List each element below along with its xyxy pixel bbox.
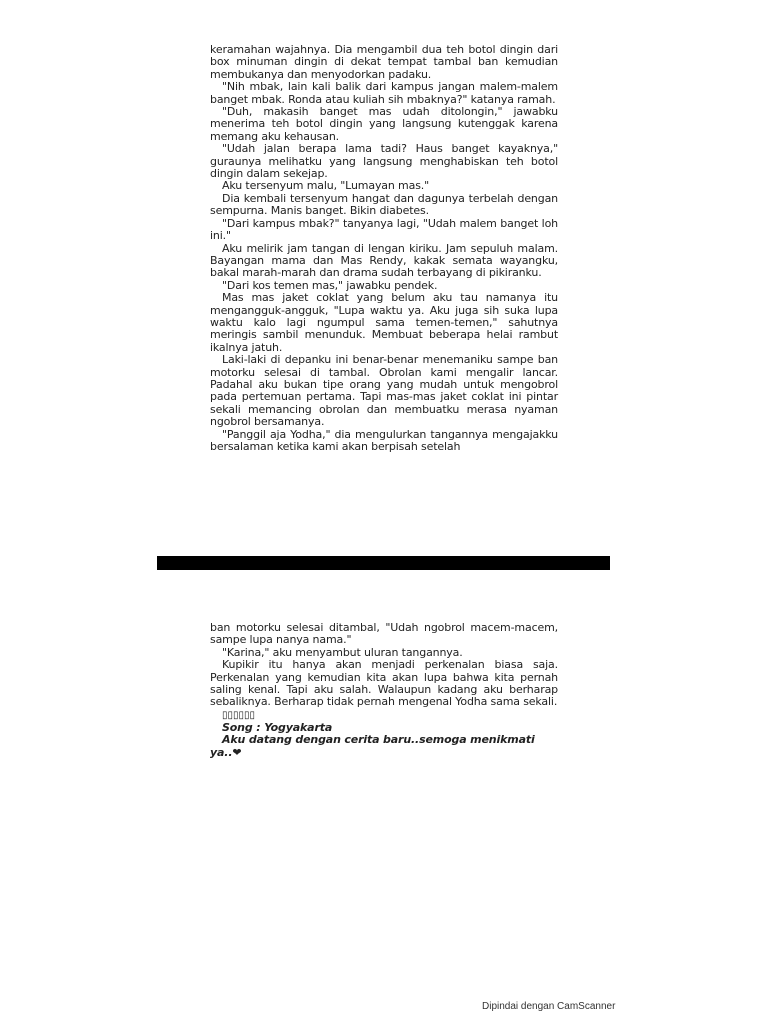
paragraph: Kupikir itu hanya akan menjadi perkenalan biasa saja. Perkenalan yang kemudian kita akan lupa bahwa kita pernah saling kenal. Tapi aku salah. Walaupun kadang aku berharap sebaliknya. Berharap tidak pernah mengenal Yodha sama sekali. xyxy=(210,658,558,709)
paragraph: "Dari kos temen mas," jawabku pendek. xyxy=(222,278,438,292)
top-text-block xyxy=(210,44,558,453)
paragraph: "Nih mbak, lain kali balik dari kampus jangan malem-malem banget mbak. Ronda atau kuliah sih mbaknya?" katanya ramah. xyxy=(210,80,558,106)
closing-line: Aku datang dengan cerita baru..semoga menikmati ya..❤ xyxy=(210,733,535,759)
paragraph: "Udah jalan berapa lama tadi? Haus banget kayaknya," guraunya melihatku yang langsung menghabiskan teh botol dingin dalam sekejap. xyxy=(210,142,558,181)
paragraph: ban motorku selesai ditambal, "Udah ngobrol macem-macem, sampe lupa nanya nama." xyxy=(210,621,558,647)
paragraph: "Duh, makasih banget mas udah ditolongin," jawabku menerima teh botol dingin yang langsung kutenggak karena memang aku kehausan. xyxy=(210,105,558,143)
paragraph: keramahan wajahnya. Dia mengambil dua teh botol dingin dari box minuman dingin di dekat tempat tambal ban kemudian membukanya dan menyodorkan padaku. xyxy=(210,43,558,81)
paragraph: "Panggil aja Yodha," dia mengulurkan tangannya mengajakku bersalaman ketika kami akan berpisah setelah xyxy=(210,427,558,453)
paragraph: Laki-laki di depanku ini benar-benar menemaniku sampe ban motorku selesai di tambal. Obrolan kami mengalir lancar. Padahal aku bukan tipe orang yang mudah untuk mengobrol pada pertemuan pertama. Tapi mas-mas jaket coklat ini pintar sekali memancing obrolan dan membuatku merasa nyaman ngobrol bersamanya. xyxy=(210,353,558,429)
page-divider-bar xyxy=(157,556,610,570)
bottom-text-block xyxy=(210,622,558,759)
paragraph: Aku melirik jam tangan di lengan kiriku. Jam sepuluh malam. Bayangan mama dan Mas Rendy, kakak semata wayangku, bakal marah-marah dan drama sudah terbayang di pikiranku. xyxy=(210,241,558,280)
paragraph: Dia kembali tersenyum hangat dan dagunya terbelah dengan sempurna. Manis banget. Bikin diabetes. xyxy=(210,191,558,218)
paragraph: "Karina," aku menyambut uluran tangannya. xyxy=(222,645,463,659)
camscanner-watermark: Dipindai dengan CamScanner xyxy=(482,1001,616,1012)
paragraph: Aku tersenyum malu, "Lumayan mas." xyxy=(222,179,430,193)
bottom-paragraphs xyxy=(210,622,558,709)
paragraph: "Dari kampus mbak?" tanyanya lagi, "Udah malem banget loh ini." xyxy=(210,216,558,243)
placeholder-boxes: ▯▯▯▯▯▯ xyxy=(222,709,256,721)
paragraph: Mas mas jaket coklat yang belum aku tau namanya itu mengangguk-angguk, "Lupa waktu ya. Aku juga sih suka lupa waktu kalo lagi ngumpul sama temen-temen," sahutnya meringis sambil menunduk. Membuat beberapa helai rambut ikalnya jatuh. xyxy=(210,291,558,354)
song-line: Song : Yogyakarta xyxy=(222,720,333,734)
